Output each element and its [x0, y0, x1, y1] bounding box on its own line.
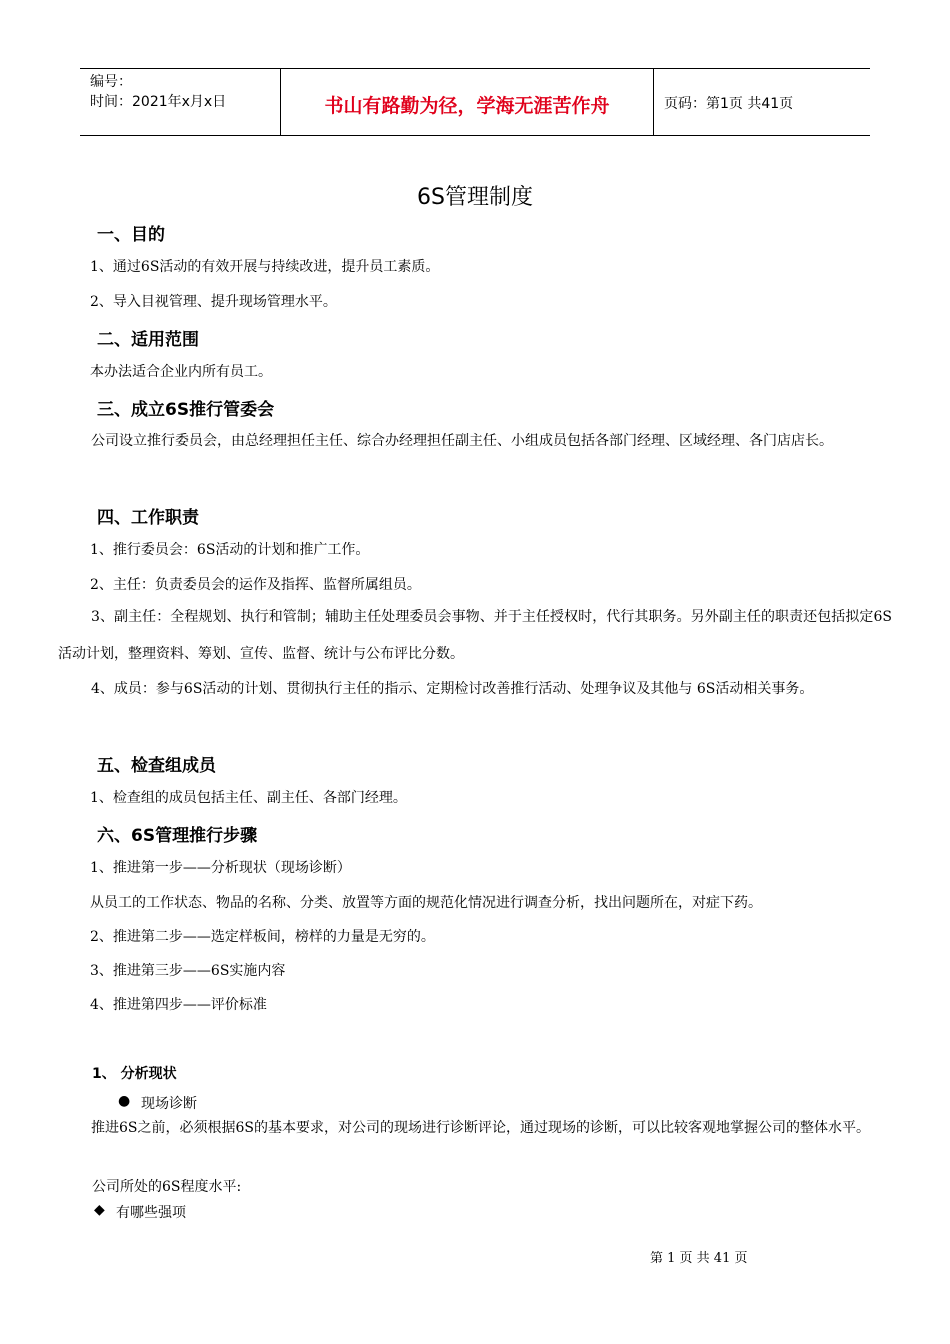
inspection-item-1: 1、检查组的成员包括主任、副主任、各部门经理。: [90, 790, 407, 806]
analysis-bullet-diagnosis: 现场诊断: [141, 1096, 197, 1112]
header-motto: 书山有路勤为径，学海无涯苦作舟: [324, 95, 610, 117]
duty-item-4: 4、成员：参与6S活动的计划、贯彻执行主任的指示、定期检讨改善推行活动、处理争议及其他与 6S活动相关事务。: [91, 681, 814, 697]
page-footer: 第 1 页 共 41 页: [650, 1251, 748, 1266]
section-heading-inspection: 五、检查组成员: [97, 756, 216, 776]
analysis-paragraph: 推进6S之前，必须根据6S的基本要求，对公司的现场进行诊断评论，通过现场的诊断，可以比较客观地掌握公司的整体水平。: [91, 1120, 870, 1136]
step-item-3: 3、推进第三步——6S实施内容: [90, 963, 286, 979]
step-item-4: 4、推进第四步——评价标准: [90, 997, 267, 1013]
bullet-diamond-icon: ◆: [94, 1202, 105, 1218]
header-motto-cell: [281, 69, 654, 135]
section-heading-scope: 二、适用范围: [97, 330, 199, 350]
step-item-1-detail: 从员工的工作状态、物品的名称、分类、放置等方面的规范化情况进行调查分析，找出问题所在，对症下药。: [90, 895, 762, 911]
header-meta-cell: [80, 69, 281, 135]
duty-item-3: 3、副主任：全程规划、执行和管制；辅助主任处理委员会事物、并于主任授权时，代行其职务。另外副主任的职责还包括拟定6S活动计划，整理资料、筹划、宣传、监督、统计与公布评比分数。: [58, 609, 892, 662]
document-number-label: 编号：: [90, 74, 132, 90]
scope-text: 本办法适合企业内所有员工。: [90, 364, 272, 380]
analysis-level-line: 公司所处的6S程度水平:: [92, 1179, 242, 1195]
header-page-cell: [654, 69, 870, 135]
purpose-item-2: 2、导入目视管理、提升现场管理水平。: [90, 294, 337, 310]
header-page-info: 页码：第1页 共41页: [664, 96, 794, 112]
analysis-heading: 1、 分析现状: [92, 1066, 177, 1082]
duty-item-1: 1、推行委员会：6S活动的计划和推广工作。: [90, 542, 370, 558]
section-heading-purpose: 一、目的: [97, 225, 165, 245]
analysis-bullet-strengths: 有哪些强项: [116, 1205, 186, 1221]
step-item-2: 2、推进第二步——选定样板间，榜样的力量是无穷的。: [90, 929, 435, 945]
document-header: [80, 68, 870, 136]
section-heading-committee: 三、成立6S推行管委会: [97, 400, 275, 420]
duty-item-2: 2、主任：负责委员会的运作及指挥、监督所属组员。: [90, 577, 421, 593]
section-heading-duties: 四、工作职责: [97, 508, 199, 528]
section-heading-steps: 六、6S管理推行步骤: [97, 826, 258, 846]
bullet-dot-icon: ●: [118, 1093, 131, 1109]
committee-paragraph: 公司设立推行委员会，由总经理担任主任、综合办经理担任副主任、小组成员包括各部门经理、区域经理、各门店店长。: [91, 433, 833, 449]
document-title: 6S管理制度: [417, 185, 533, 210]
step-item-1: 1、推进第一步——分析现状（现场诊断）: [90, 860, 351, 876]
purpose-item-1: 1、通过6S活动的有效开展与持续改进，提升员工素质。: [90, 259, 440, 275]
document-time-label: 时间：2021年x月x日: [90, 94, 227, 110]
